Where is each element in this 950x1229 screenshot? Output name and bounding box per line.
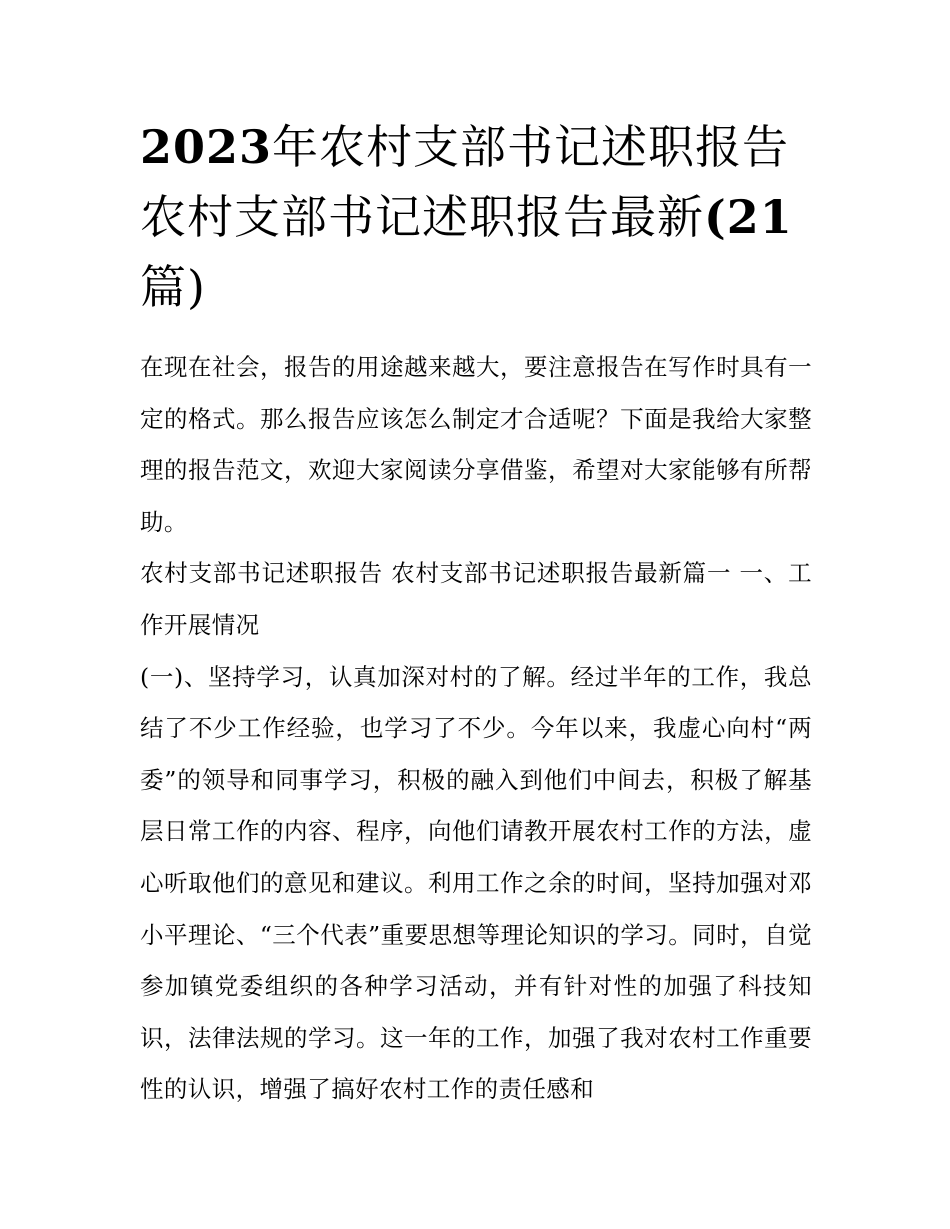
body-paragraph: (一)、坚持学习，认真加深对村的了解。经过半年的工作，我总结了不少工作经验，也学习了不少。今年以来，我虚心向村“两委”的领导和同事学习，积极的融入到他们中间去，积极了解基层日常工作的内容、程序，向他们请教开展农村工作的方法，虚心听取他们的意见和建议。利用工作之余的时间，坚持加强对邓小平理论、“三个代表”重要思想等理论知识的学习。同时，自觉参加镇党委组织的各种学习活动，并有针对性的加强了科技知识，法律法规的学习。这一年的工作，加强了我对农村工作重要性的认识，增强了搞好农村工作的责任感和 xyxy=(140,662,812,1104)
title-count: (21 xyxy=(704,190,793,244)
document-page xyxy=(140,112,812,1116)
document-body xyxy=(140,342,812,1116)
title-text-end: 篇) xyxy=(140,260,206,314)
title-text: 年农村支部书记述职报告农村支部书记述职报告最新 xyxy=(140,120,790,244)
title-year: 2023 xyxy=(140,120,273,174)
intro-paragraph: 在现在社会，报告的用途越来越大，要注意报告在写作时具有一定的格式。那么报告应该怎么制定才合适呢？下面是我给大家整理的报告范文，欢迎大家阅读分享借鉴，希望对大家能够有所帮助。 xyxy=(140,353,812,536)
document-title xyxy=(140,112,812,322)
section-heading-paragraph: 农村支部书记述职报告 农村支部书记述职报告最新篇一 一、工作开展情况 xyxy=(140,559,812,639)
